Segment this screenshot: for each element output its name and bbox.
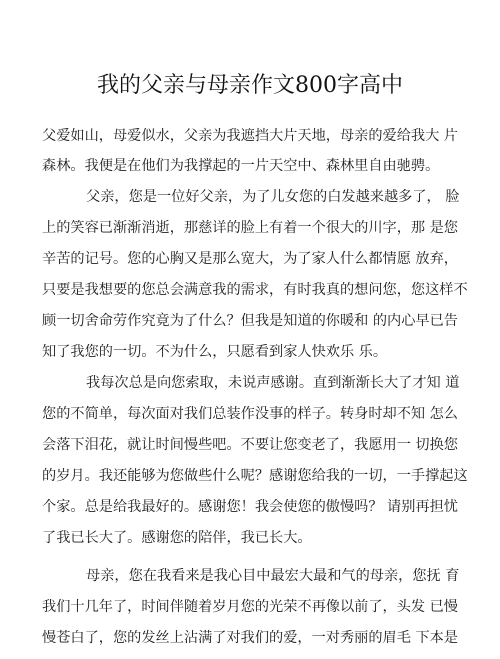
paragraph-line: 知了我您的一切。不为什么，只愿看到家人快欢乐 乐。 [42,344,388,360]
paragraph-line: 您的不简单，每次面对我们总装作没事的样子。转身时却不知 怎么 [42,406,458,422]
paragraph-line: 我每次总是向您索取，未说声感谢。直到渐渐长大了才知 道 [86,375,460,391]
paragraph-line: 个家。总是给我最好的。感谢您！我会使您的傲慢吗？ 请别再担忧 [42,499,458,515]
paragraph-line: 我们十几年了，时间伴随着岁月您的光荣不再像以前了，头发 已慢 [42,599,458,615]
document-title: 我的父亲与母亲作文800字高中 [97,73,403,98]
paragraph-line: 父亲，您是一位好父亲，为了儿女您的白发越来越多了， 脸 [86,189,460,205]
paragraph-line: 只要是我想要的您总会满意我的需求，有时我真的想问您，您这样不 [42,282,468,298]
paragraph-line: 辛苦的记号。您的心胸又是那么宽大，为了家人什么都情愿 放弃， [42,251,458,267]
paragraph-line: 森林。我便是在他们为我撑起的一片天空中、森林里自由驰骋。 [42,158,440,174]
paragraph-line: 上的笑容已渐渐消逝，那慈详的脸上有着一个很大的川字，那 是您 [42,220,458,236]
paragraph-line: 了我已长大了。感谢您的陪伴，我已长大。 [42,530,312,546]
paragraph-line: 的岁月。我还能够为您做些什么呢？感谢您给我的一切，一手撑起这 [42,468,468,484]
paragraph-line: 会落下泪花，就让时间慢些吧。不要让您变老了，我愿用一 切换您 [42,437,458,453]
paragraph-line: 父爱如山，母爱似水，父亲为我遮挡大片天地，母亲的爱给我大 片 [42,128,458,144]
paragraph-line: 慢苍白了，您的发丝上沾满了对我们的爱，一对秀丽的眉毛 下本是 [42,630,458,646]
paragraph-line: 母亲，您在我看来是我心目中最宏大最和气的母亲，您抚 育 [86,568,460,584]
paragraph-line: 顾一切舍命劳作究竟为了什么？但我是知道的你暖和 的内心早已告 [42,313,458,329]
